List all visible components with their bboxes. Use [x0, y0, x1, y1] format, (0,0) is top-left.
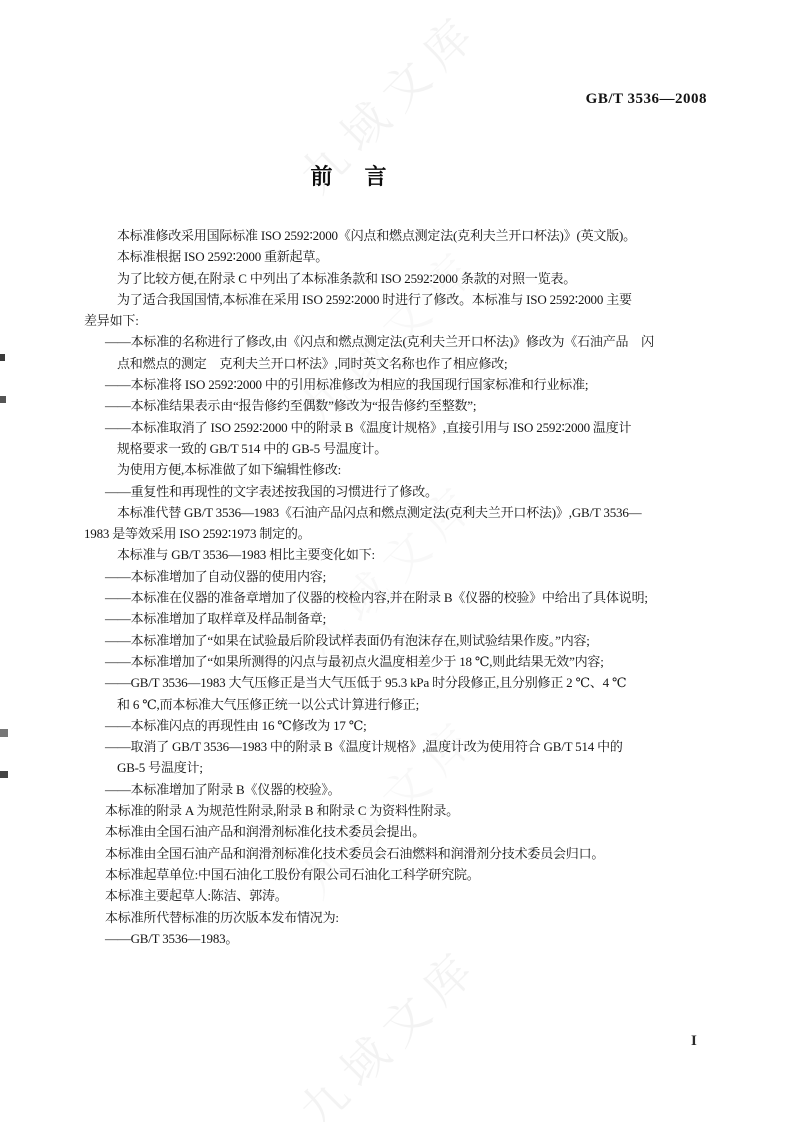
foreword-line: ——本标准增加了“如果在试验最后阶段试样表面仍有泡沫存在,则试验结果作废。”内容; — [105, 632, 590, 648]
foreword-line: 差异如下: — [84, 313, 139, 329]
watermark-text — [283, 930, 494, 1122]
foreword-line: GB-5 号温度计; — [117, 760, 203, 776]
foreword-line: ——GB/T 3536—1983。 — [105, 930, 239, 946]
foreword-line: ——本标准在仪器的准备章增加了仪器的校检内容,并在附录 B《仪器的校验》中给出了具体说明; — [105, 590, 648, 606]
foreword-line: 本标准与 GB/T 3536—1983 相比主要变化如下: — [117, 547, 375, 563]
scan-registration-mark — [0, 729, 8, 737]
foreword-line: ——本标准增加了“如果所测得的闪点与最初点火温度相差少于 18 ℃,则此结果无效”内容; — [105, 653, 604, 669]
foreword-line: 本标准根据 ISO 2592∶2000 重新起草。 — [117, 249, 329, 265]
foreword-line: 本标准修改采用国际标准 ISO 2592∶2000《闪点和燃点测定法(克利夫兰开口杯法)》(英文版)。 — [117, 228, 636, 243]
foreword-line: 本标准所代替标准的历次版本发布情况为: — [105, 909, 339, 925]
foreword-line: ——本标准将 ISO 2592∶2000 中的引用标准修改为相应的我国现行国家标准和行业标准; — [105, 377, 589, 393]
foreword-line: ——本标准闪点的再现性由 16 ℃修改为 17 ℃; — [105, 717, 367, 733]
foreword-line: 为使用方便,本标准做了如下编辑性修改: — [117, 462, 342, 478]
foreword-line: 本标准的附录 A 为规范性附录,附录 B 和附录 C 为资料性附录。 — [105, 803, 459, 819]
scan-registration-mark — [0, 396, 6, 403]
foreword-line: ——重复性和再现性的文字表述按我国的习惯进行了修改。 — [105, 483, 438, 499]
foreword-line: 和 6 ℃,而本标准大气压修正统一以公式计算进行修正; — [117, 696, 420, 712]
foreword-line: ——本标准取消了 ISO 2592∶2000 中的附录 B《温度计规格》,直接引用与 ISO 2592∶2000 温度计 — [105, 419, 632, 435]
foreword-line: 1983 是等效采用 ISO 2592∶1973 制定的。 — [84, 526, 311, 542]
foreword-line: 为了比较方便,在附录 C 中列出了本标准条款和 ISO 2592∶2000 条款的对照一览表。 — [117, 270, 577, 286]
foreword-body — [84, 225, 732, 949]
scan-registration-mark — [0, 354, 5, 361]
foreword-line: 点和燃点的测定 克利夫兰开口杯法》,同时英文名称也作了相应修改; — [117, 355, 508, 371]
foreword-line: ——本标准的名称进行了修改,由《闪点和燃点测定法(克利夫兰开口杯法)》修改为《石油产品 闪 — [105, 334, 654, 350]
foreword-line: ——本标准增加了取样章及样品制备章; — [105, 611, 327, 627]
foreword-line: ——取消了 GB/T 3536—1983 中的附录 B《温度计规格》,温度计改为使用符合 GB/T 514 中的 — [105, 739, 623, 755]
foreword-line: 为了适合我国国情,本标准在采用 ISO 2592∶2000 时进行了修改。本标准与 ISO 2592∶2000 主要 — [117, 291, 632, 307]
page-title: 前 言 — [310, 164, 392, 189]
page-number: I — [691, 1033, 697, 1049]
foreword-line: 本标准代替 GB/T 3536—1983《石油产品闪点和燃点测定法(克利夫兰开口杯法)》,GB/T 3536— — [117, 504, 642, 520]
foreword-line: ——本标准结果表示由“报告修约至偶数”修改为“报告修约至整数”; — [105, 398, 477, 414]
foreword-line: ——本标准增加了自动仪器的使用内容; — [105, 568, 327, 584]
foreword-line: 本标准主要起草人:陈洁、郭涛。 — [105, 888, 288, 904]
foreword-line: ——本标准增加了附录 B《仪器的校验》。 — [105, 781, 341, 797]
foreword-line: 本标准由全国石油产品和润滑剂标准化技术委员会提出。 — [105, 824, 426, 840]
foreword-line: ——GB/T 3536—1983 大气压修正是当大气压低于 95.3 kPa 时分段修正,且分别修正 2 ℃、4 ℃ — [105, 675, 627, 691]
foreword-line: 规格要求一致的 GB/T 514 中的 GB-5 号温度计。 — [117, 440, 388, 456]
foreword-line: 本标准由全国石油产品和润滑剂标准化技术委员会石油燃料和润滑剂分技术委员会归口。 — [105, 845, 605, 861]
scan-registration-mark — [0, 771, 8, 778]
foreword-line: 本标准起草单位:中国石油化工股份有限公司石油化工科学研究院。 — [105, 866, 480, 882]
standard-code: GB/T 3536—2008 — [585, 91, 707, 107]
